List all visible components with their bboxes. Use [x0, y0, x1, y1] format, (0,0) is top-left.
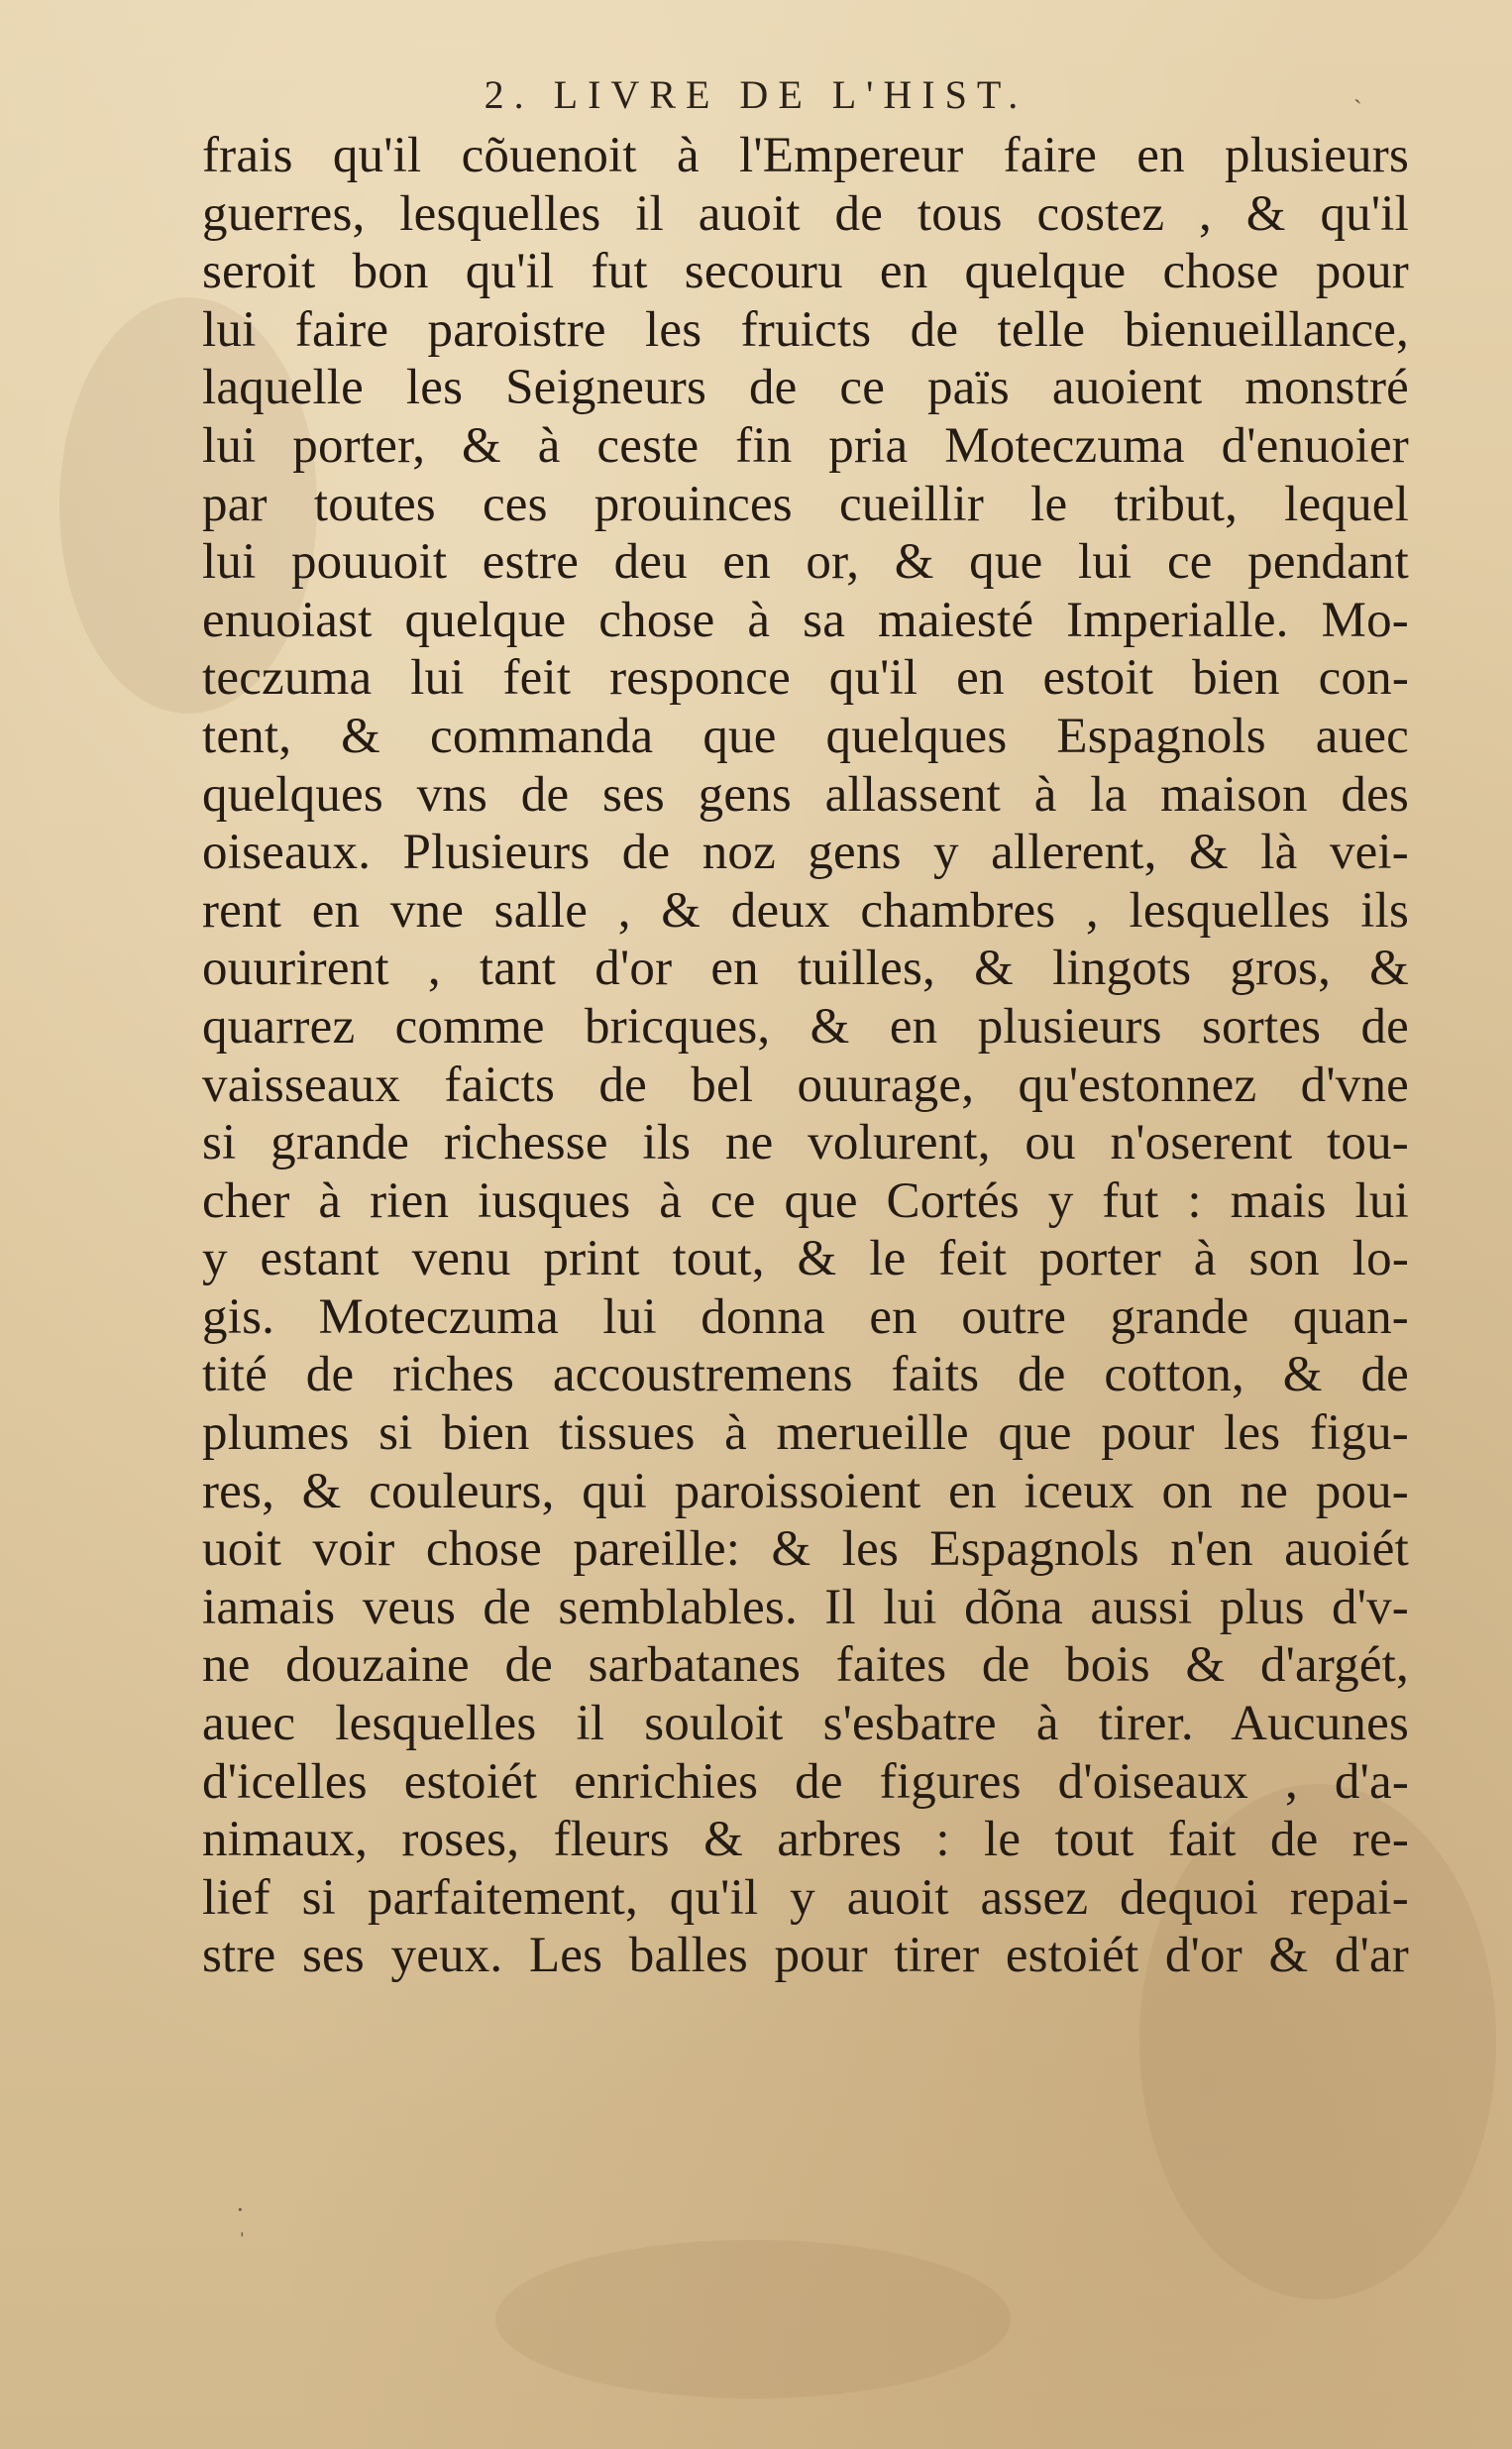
text-line: nimaux, roses, fleurs & arbres : le tout fait de re-	[202, 1812, 1409, 1868]
text-line: teczuma lui feit responce qu'il en estoit bien con-	[202, 650, 1409, 707]
text-line: res, & couleurs, qui paroissoient en iceux on ne pou-	[202, 1463, 1409, 1519]
text-line: auec lesquelles il souloit s'esbatre à tirer. Aucunes	[202, 1696, 1409, 1752]
text-line: laquelle les Seigneurs de ce païs auoient monstré	[202, 360, 1409, 416]
text-line: uoit voir chose pareille: & les Espagnols n'en auoiét	[202, 1521, 1409, 1578]
paper-stain	[495, 2240, 1011, 2398]
text-line: quelques vns de ses gens allassent à la maison des	[202, 766, 1409, 823]
text-line: oiseaux. Plusieurs de noz gens y allerent, & là vei-	[202, 825, 1409, 881]
text-line: ouurirent , tant d'or en tuilles, & lingots gros, &	[202, 941, 1409, 997]
text-line: rent en vne salle , & deux chambres , lesquelles ils	[202, 882, 1409, 939]
text-line: ne douzaine de sarbatanes faites de bois & d'argét,	[202, 1637, 1409, 1694]
text-line: tent, & commanda que quelques Espagnols auec	[202, 708, 1409, 764]
text-line: frais qu'il cõuenoit à l'Empereur faire en plusieurs	[202, 128, 1409, 183]
text-line: gis. Moteczuma lui donna en outre grande quan-	[202, 1288, 1409, 1345]
text-line: guerres, lesquelles il auoit de tous costez , & qu'il	[202, 185, 1409, 242]
text-line: seroit bon qu'il fut secouru en quelque chose pour	[202, 244, 1409, 300]
text-line: iamais veus de semblables. Il lui dõna aussi plus d'v-	[202, 1579, 1409, 1635]
text-line: lief si parfaitement, qu'il y auoit assez dequoi repai-	[202, 1869, 1409, 1926]
text-line: si grande richesse ils ne volurent, ou n'oserent tou-	[202, 1115, 1409, 1171]
body-text	[202, 127, 1409, 1985]
text-line: plumes si bien tissues à merueille que pour les figu-	[202, 1405, 1409, 1462]
text-line: quarrez comme bricques, & en plusieurs sortes de	[202, 998, 1409, 1055]
text-line: lui porter, & à ceste fin pria Moteczuma d'enuoier	[202, 417, 1409, 474]
ink-speck: ˈ	[238, 2228, 247, 2257]
ink-speck: ·	[236, 2195, 245, 2224]
text-line: cher à rien iusques à ce que Cortés y fut : mais lui	[202, 1172, 1409, 1229]
ink-speck: ˋ	[1353, 95, 1362, 124]
text-line: tité de riches accoustremens faits de cotton, & de	[202, 1347, 1409, 1403]
text-line: lui pouuoit estre deu en or, & que lui ce pendant	[202, 534, 1409, 591]
text-line: enuoiast quelque chose à sa maiesté Imperialle. Mo-	[202, 592, 1409, 648]
text-line: vaisseaux faicts de bel ouurage, qu'estonnez d'vne	[202, 1057, 1409, 1113]
text-line: d'icelles estoiét enrichies de figures d'oiseaux , d'a-	[202, 1753, 1409, 1810]
running-head: 2. LIVRE DE L'HIST.	[484, 72, 1028, 117]
text-line: lui faire paroistre les fruicts de telle bienueillance,	[202, 301, 1409, 358]
text-line: stre ses yeux. Les balles pour tirer estoiét d'or & d'ar	[202, 1928, 1409, 1984]
text-line: y estant venu print tout, & le feit porter à son lo-	[202, 1231, 1409, 1287]
text-line: par toutes ces prouinces cueillir le tribut, lequel	[202, 476, 1409, 532]
